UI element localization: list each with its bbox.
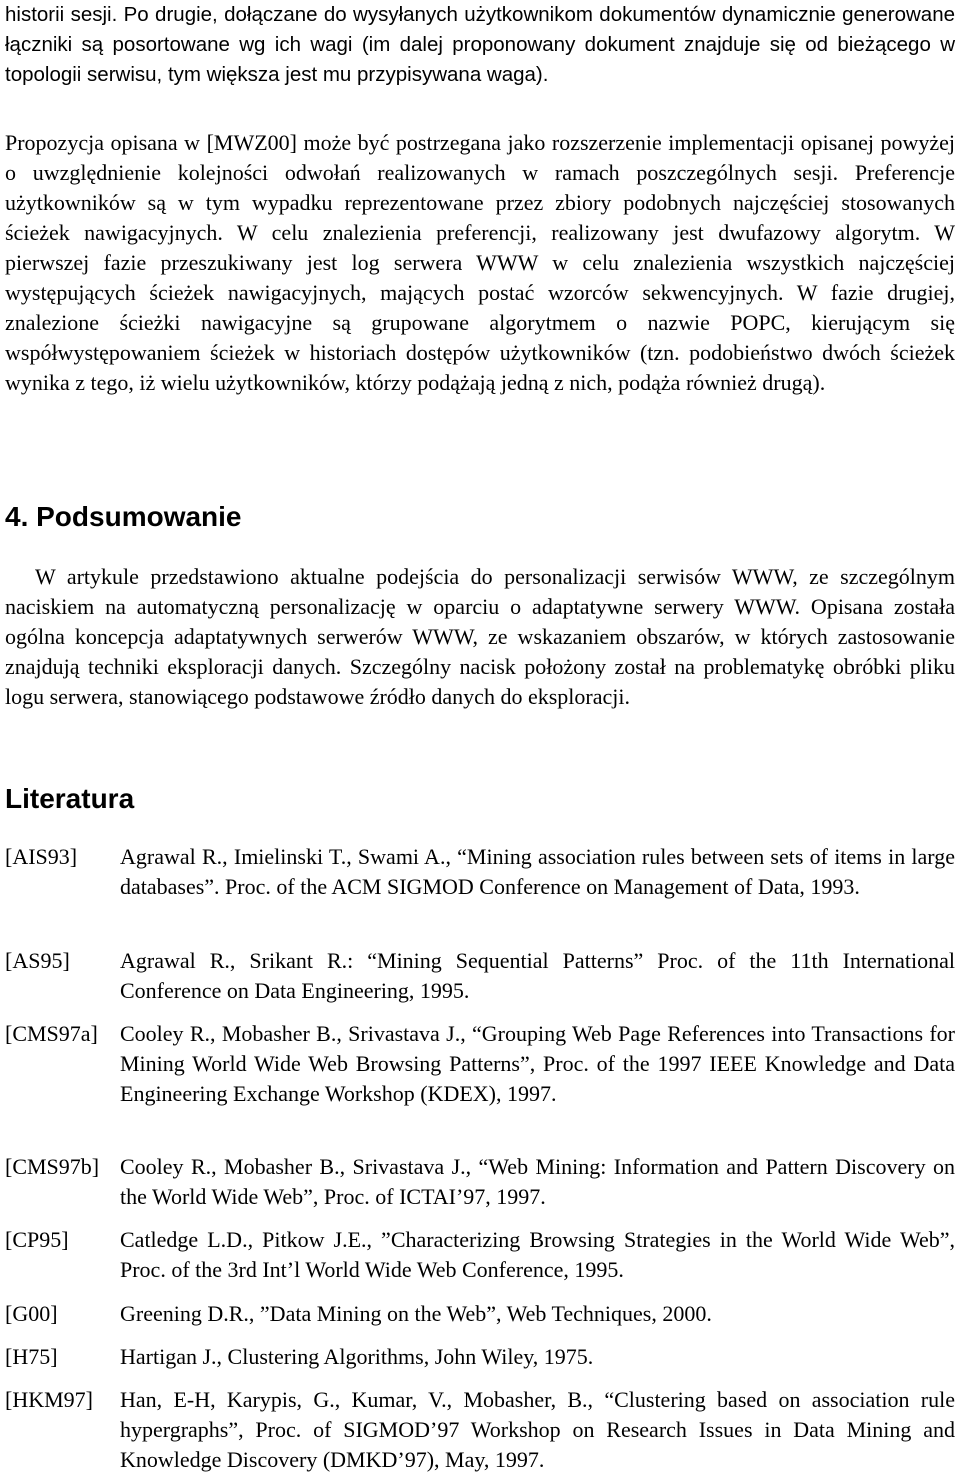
reference-key: [G00] bbox=[5, 1301, 58, 1326]
reference-text: Agrawal R., Srikant R.: “Mining Sequential Patterns” Proc. of the 11th International Conference on Data Engineering, 1995. bbox=[120, 948, 955, 1003]
reference-key: [CMS97b] bbox=[5, 1154, 100, 1179]
reference-item bbox=[5, 1299, 955, 1329]
reference-item bbox=[5, 1152, 955, 1212]
reference-item bbox=[5, 1385, 955, 1475]
reference-item bbox=[5, 946, 955, 1006]
reference-key: [H75] bbox=[5, 1344, 58, 1369]
reference-item bbox=[5, 1225, 955, 1285]
reference-key: [AIS93] bbox=[5, 844, 78, 869]
section-heading-literature: Literatura bbox=[5, 783, 135, 814]
reference-item bbox=[5, 842, 955, 902]
reference-text: Greening D.R., ”Data Mining on the Web”, Web Techniques, 2000. bbox=[120, 1301, 712, 1326]
reference-text: Agrawal R., Imielinski T., Swami A., “Mining association rules between sets of items in large databases”. Proc. of the ACM SIGMOD Conference on Management of Data, 1993. bbox=[120, 844, 955, 899]
reference-text: Cooley R., Mobasher B., Srivastava J., “Web Mining: Information and Pattern Discovery on the World Wide Web”, Proc. of ICTAI’97, 1997. bbox=[120, 1154, 955, 1209]
reference-key: [AS95] bbox=[5, 948, 70, 973]
reference-text: Cooley R., Mobasher B., Srivastava J., “Grouping Web Page References into Transactions for Mining World Wide Web Browsing Patterns”, Proc. of the 1997 IEEE Knowledge and Data Engineering Exchange Workshop (KDEX), 1997. bbox=[120, 1021, 955, 1106]
reference-key: [CMS97a] bbox=[5, 1021, 98, 1046]
reference-text: Han, E-H, Karypis, G., Kumar, V., Mobasher, B., “Clustering based on association rule hypergraphs”, Proc. of SIGMOD’97 Workshop on Research Issues in Data Mining and Knowledge Discovery (DMKD’97), May, 1997. bbox=[120, 1387, 955, 1472]
paragraph-session-history: historii sesji. Po drugie, dołączane do wysyłanych użytkownikom dokumentów dynamicznie generowane łączniki są posortowane wg ich wagi (im dalej proponowany dokument znajduje się od bieżącego w topologii serwisu, tym większa jest mu przypisywana waga). bbox=[5, 3, 955, 86]
reference-text: Hartigan J., Clustering Algorithms, John Wiley, 1975. bbox=[120, 1344, 594, 1369]
reference-item bbox=[5, 1342, 955, 1372]
reference-text: Catledge L.D., Pitkow J.E., ”Characterizing Browsing Strategies in the World Wide Web”, Proc. of the 3rd Int’l World Wide Web Conference, 1995. bbox=[120, 1227, 955, 1282]
reference-key: [HKM97] bbox=[5, 1387, 93, 1412]
reference-key: [CP95] bbox=[5, 1227, 69, 1252]
paragraph-summary: W artykule przedstawiono aktualne podejścia do personalizacji serwisów WWW, ze szczególnym naciskiem na automatyczną personalizację w oparciu o adaptatywne serwery WWW. Opisana została ogólna koncepcja adaptatywnych serwerów WWW, ze wskazaniem obszarów, w których zastosowanie znajdują techniki eksploracji danych. Szczególny nacisk położony został na problematykę obróbki pliku logu serwera, stanowiącego podstawowe źródło danych do eksploracji. bbox=[5, 564, 955, 709]
section-heading-summary: 4. Podsumowanie bbox=[5, 501, 242, 532]
reference-item bbox=[5, 1019, 955, 1109]
paragraph-mwz00: Propozycja opisana w [MWZ00] może być postrzegana jako rozszerzenie implementacji opisanej powyżej o uwzględnienie kolejności odwołań realizowanych w ramach poszczególnych sesji. Preferencje użytkowników są w tym wypadku reprezentowane przez zbiory podobnych najczęściej stosowanych ścieżek nawigacyjnych. W celu znalezienia preferencji, realizowany jest dwufazowy algorytm. W pierwszej fazie przeszukiwany jest log serwera WWW w celu znalezienia wszystkich najczęściej występujących ścieżek nawigacyjnych, mających postać wzorców sekwencyjnych. W fazie drugiej, znalezione ścieżki nawigacyjne są grupowane algorytmem o nazwie POPC, kierującym się współwystępowaniem ścieżek w historiach dostępów użytkowników (tzn. podobieństwo dwóch ścieżek wynika z tego, iż wielu użytkowników, którzy podążają jedną z nich, podąża również drugą). bbox=[5, 130, 955, 395]
